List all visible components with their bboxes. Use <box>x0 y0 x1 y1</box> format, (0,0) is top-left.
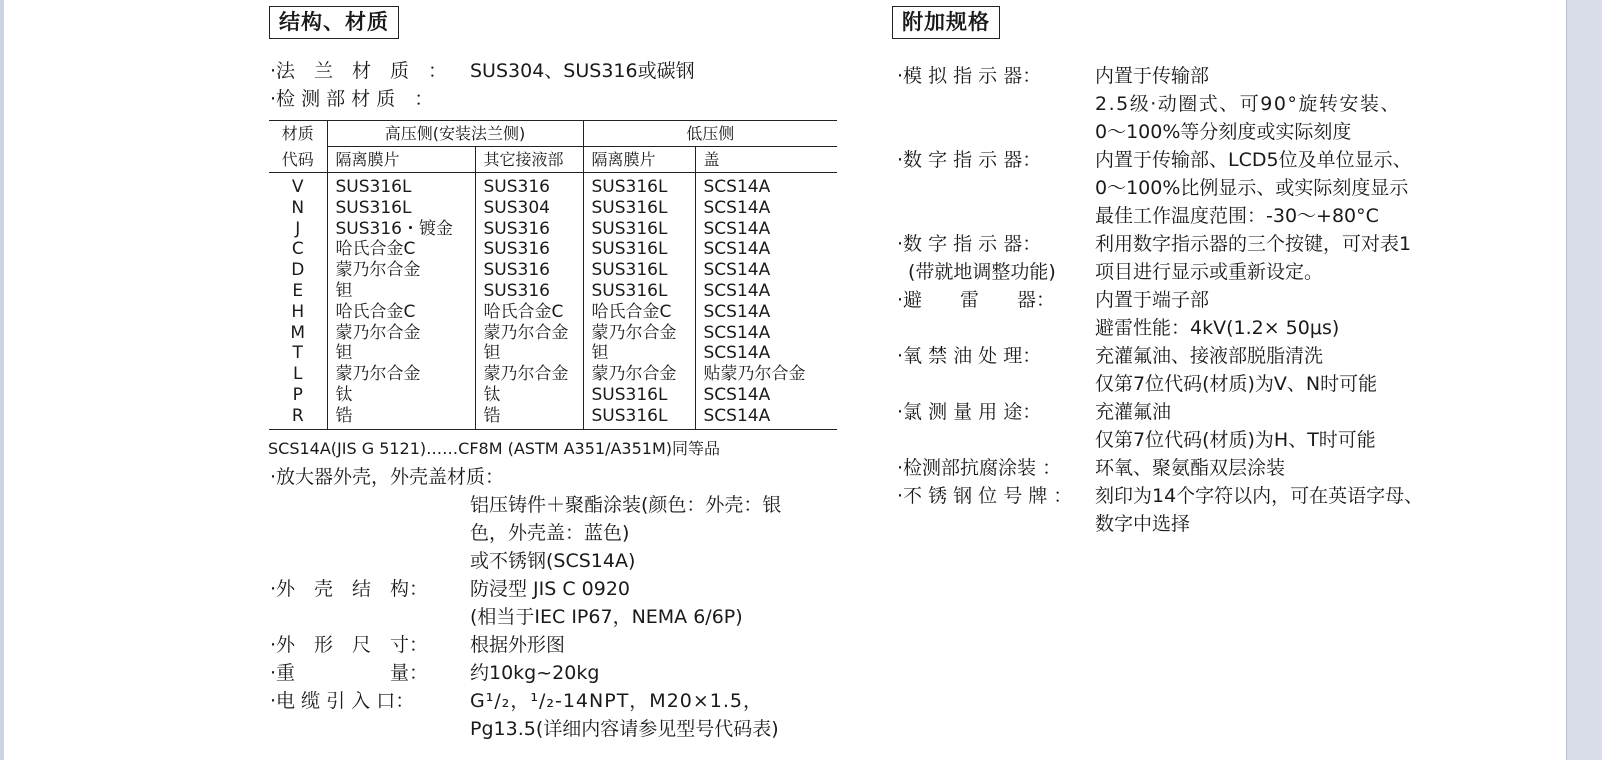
row-high-wetted: 钛 <box>475 385 583 406</box>
table-row <box>269 260 837 281</box>
row-high-wetted: SUS316 <box>475 219 583 240</box>
row-low-diaphragm: SUS316L <box>583 198 695 219</box>
header-low-cover: 盖 <box>695 147 837 173</box>
row-high-diaphragm: SUS316・镀金 <box>327 219 475 240</box>
flange-material-label: ·法 兰 材 质 ： <box>270 60 448 82</box>
digital-indicator-value-1: 内置于传输部、LCD5位及单位显示、 <box>1095 149 1412 171</box>
row-high-diaphragm: 锆 <box>327 406 475 429</box>
tag-plate-value-1: 刻印为14个字符以内，可在英语字母、 <box>1095 485 1424 507</box>
digital-indicator-adj-value-2: 项目进行显示或重新设定。 <box>1095 261 1324 283</box>
row-code: E <box>292 280 304 301</box>
detect-material-label: ·检 测 部 材 质 ： <box>270 88 434 110</box>
cable-entry-label: ·电 缆 引 入 口： <box>270 690 415 712</box>
row-low-diaphragm: 蒙乃尔合金 <box>583 364 695 385</box>
lightning-arrester-label: ·避 雷 器： <box>897 289 1056 311</box>
row-high-wetted: 哈氏合金C <box>475 302 583 323</box>
row-high-wetted: SUS316 <box>475 281 583 302</box>
row-high-diaphragm: SUS316L <box>327 173 475 198</box>
header-code-1: 材质 <box>269 121 327 147</box>
row-high-diaphragm: 蒙乃尔合金 <box>327 364 475 385</box>
lightning-arrester-value-2: 避雷性能：4kV(1.2× 50μs) <box>1095 317 1340 339</box>
row-code: L <box>293 364 303 385</box>
table-row <box>269 364 837 385</box>
row-code: R <box>269 406 327 429</box>
row-high-diaphragm: 蒙乃尔合金 <box>327 323 475 344</box>
table-row <box>269 173 837 198</box>
row-code: C <box>291 239 304 260</box>
table-row <box>269 198 837 219</box>
row-low-cover: SCS14A <box>695 302 837 323</box>
table-row <box>269 281 837 302</box>
row-low-cover: SCS14A <box>695 343 837 364</box>
tag-plate-value-2: 数字中选择 <box>1095 513 1191 535</box>
header-high-side: 高压侧(安装法兰侧) <box>327 121 583 147</box>
row-low-cover: SCS14A <box>695 385 837 406</box>
row-low-cover: SCS14A <box>695 406 837 429</box>
table-row <box>269 239 837 260</box>
section-heading-structure: 结构、材质 <box>269 6 399 39</box>
row-low-diaphragm: SUS316L <box>583 406 695 429</box>
row-code: M <box>290 322 306 343</box>
row-low-diaphragm: SUS316L <box>583 239 695 260</box>
header-low-side: 低压侧 <box>583 121 837 147</box>
cable-entry-value-2: Pg13.5(详细内容请参见型号代码表) <box>470 718 779 740</box>
digital-indicator-value-3: 最佳工作温度范围：-30～+80°C <box>1095 205 1379 227</box>
weight-label: ·重 量： <box>270 662 429 684</box>
header-high-diaphragm: 隔离膜片 <box>327 147 475 173</box>
chlorine-service-value-2: 仅第7位代码(材质)为H、T时可能 <box>1095 429 1376 451</box>
row-low-diaphragm: SUS316L <box>583 219 695 240</box>
table-row <box>269 406 837 429</box>
row-low-cover: SCS14A <box>695 239 837 260</box>
header-code-2: 代码 <box>269 147 327 173</box>
row-high-wetted: 锆 <box>475 406 583 429</box>
row-code: D <box>291 260 305 281</box>
row-high-wetted: SUS316 <box>475 239 583 260</box>
row-high-wetted: 蒙乃尔合金 <box>475 323 583 344</box>
cable-entry-value-1: G¹/₂，¹/₂-14NPT，M20×1.5， <box>470 690 764 712</box>
row-low-diaphragm: SUS316L <box>583 281 695 302</box>
amplifier-housing-value-3: 或不锈钢(SCS14A) <box>470 550 636 572</box>
analog-indicator-value-3: 0～100%等分刻度或实际刻度 <box>1095 121 1352 143</box>
chlorine-service-label: ·氯 测 量 用 途： <box>897 401 1042 423</box>
dimensions-label: ·外 形 尺 寸： <box>270 634 429 656</box>
row-code: N <box>291 197 305 218</box>
row-high-wetted: SUS304 <box>475 198 583 219</box>
amplifier-housing-value-1: 铝压铸件＋聚酯涂装(颜色：外壳：银 <box>470 494 782 516</box>
row-code: H <box>291 301 305 322</box>
row-high-diaphragm: 蒙乃尔合金 <box>327 260 475 281</box>
table-row <box>269 385 837 406</box>
table-subheader-row <box>269 147 837 173</box>
row-code: P <box>292 384 303 405</box>
housing-structure-value-2: (相当于IEC IP67，NEMA 6/6P) <box>470 606 743 628</box>
digital-indicator-adj-value-1: 利用数字指示器的三个按键，可对表1 <box>1095 233 1412 255</box>
header-high-wetted: 其它接液部 <box>475 147 583 173</box>
row-high-wetted: SUS316 <box>475 260 583 281</box>
material-note: SCS14A(JIS G 5121)……CF8M (ASTM A351/A351M)同等品 <box>268 439 721 458</box>
digital-indicator-label: ·数 字 指 示 器： <box>897 149 1042 171</box>
analog-indicator-value-2: 2.5级·动圈式、可90°旋转安装、 <box>1095 93 1401 115</box>
digital-indicator-value-2: 0～100%比例显示、或实际刻度显示 <box>1095 177 1409 199</box>
analog-indicator-label: ·模 拟 指 示 器： <box>897 65 1042 87</box>
page-edge-right <box>1566 0 1602 760</box>
row-high-diaphragm: 钽 <box>327 343 475 364</box>
row-high-wetted: 钽 <box>475 343 583 364</box>
table-row <box>269 343 837 364</box>
material-table <box>269 120 837 430</box>
digital-indicator-adj-label: ·数 字 指 示 器： <box>897 233 1042 255</box>
amplifier-housing-value-2: 色，外壳盖：蓝色) <box>470 522 630 544</box>
coating-label: ·检测部抗腐涂装 ： <box>897 457 1062 479</box>
row-code: V <box>291 177 304 197</box>
housing-structure-label: ·外 壳 结 构： <box>270 578 429 600</box>
row-code: J <box>295 218 301 239</box>
row-low-diaphragm: 蒙乃尔合金 <box>583 323 695 344</box>
weight-value: 约10kg~20kg <box>470 662 600 684</box>
row-low-diaphragm: SUS316L <box>583 260 695 281</box>
row-low-diaphragm: 钽 <box>583 343 695 364</box>
row-low-diaphragm: 哈氏合金C <box>583 302 695 323</box>
digital-indicator-adj-sublabel: (带就地调整功能) <box>908 261 1056 283</box>
dimensions-value: 根据外形图 <box>470 634 566 656</box>
tag-plate-label: ·不 锈 钢 位 号 牌 ： <box>897 485 1073 507</box>
row-high-diaphragm: 钛 <box>327 385 475 406</box>
analog-indicator-value-1: 内置于传输部 <box>1095 65 1210 87</box>
chlorine-service-value-1: 充灌氟油 <box>1095 401 1172 423</box>
section-heading-options: 附加规格 <box>892 6 1000 39</box>
oil-free-value-2: 仅第7位代码(材质)为V、N时可能 <box>1095 373 1378 395</box>
row-low-cover: SCS14A <box>695 323 837 344</box>
row-high-diaphragm: 哈氏合金C <box>327 239 475 260</box>
table-row <box>269 302 837 323</box>
row-low-cover: SCS14A <box>695 198 837 219</box>
table-header-row <box>269 121 837 147</box>
row-high-wetted: SUS316 <box>475 173 583 198</box>
oil-free-label: ·氧 禁 油 处 理： <box>897 345 1042 367</box>
row-low-cover: SCS14A <box>695 219 837 240</box>
housing-structure-value-1: 防浸型 JIS C 0920 <box>470 578 631 600</box>
coating-value: 环氧、聚氨酯双层涂装 <box>1095 457 1286 479</box>
row-low-cover: SCS14A <box>695 260 837 281</box>
row-low-cover: SCS14A <box>695 281 837 302</box>
row-high-diaphragm: 哈氏合金C <box>327 302 475 323</box>
flange-material-value: SUS304、SUS316或碳钢 <box>470 60 695 82</box>
lightning-arrester-value-1: 内置于端子部 <box>1095 289 1210 311</box>
row-low-cover: SCS14A <box>695 173 837 198</box>
table-row <box>269 323 837 344</box>
oil-free-value-1: 充灌氟油、接液部脱脂清洗 <box>1095 345 1324 367</box>
row-high-diaphragm: 钽 <box>327 281 475 302</box>
row-code: T <box>292 343 303 364</box>
row-low-diaphragm: SUS316L <box>583 385 695 406</box>
header-low-diaphragm: 隔离膜片 <box>583 147 695 173</box>
page-edge-left <box>0 0 4 760</box>
row-high-diaphragm: SUS316L <box>327 198 475 219</box>
amplifier-housing-label: ·放大器外壳，外壳盖材质： <box>270 466 505 488</box>
table-row <box>269 219 837 240</box>
row-low-diaphragm: SUS316L <box>583 173 695 198</box>
row-low-cover: 贴蒙乃尔合金 <box>695 364 837 385</box>
row-high-wetted: 蒙乃尔合金 <box>475 364 583 385</box>
